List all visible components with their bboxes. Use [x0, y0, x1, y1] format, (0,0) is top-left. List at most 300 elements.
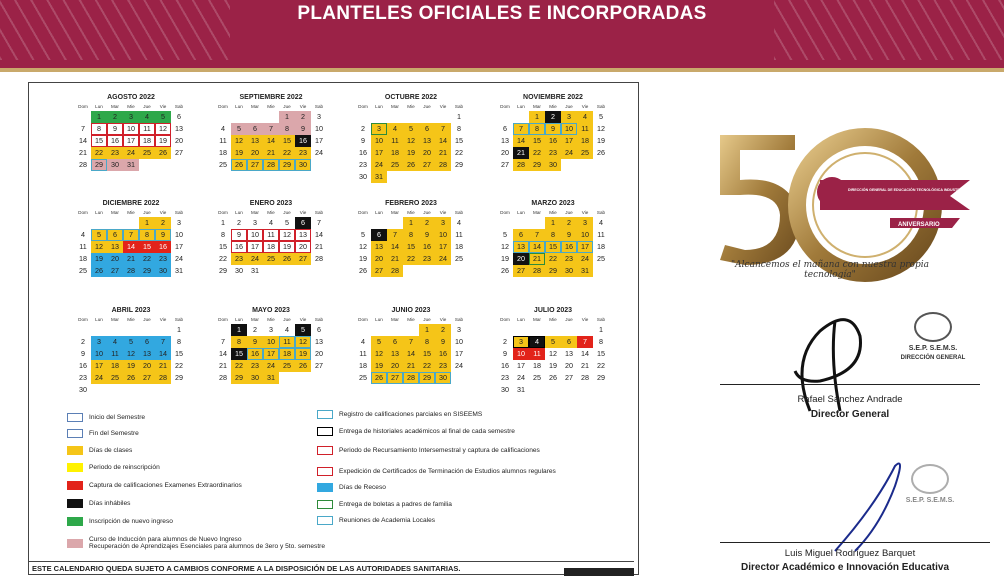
page-title: PLANTELES OFICIALES E INCORPORADAS — [297, 3, 707, 24]
day-cell: 29 — [139, 265, 155, 277]
day-cell: 10 — [123, 123, 139, 135]
day-cell: 19 — [295, 348, 311, 360]
day-cell: 13 — [513, 241, 529, 253]
month-name: MAYO 2023 — [252, 307, 290, 314]
day-cell: 30 — [501, 385, 509, 394]
day-cell: 25 — [79, 266, 87, 275]
day-cell: 31 — [371, 171, 387, 183]
day-cell: 7 — [123, 229, 139, 241]
day-cell: 19 — [279, 241, 295, 253]
day-cell: 29 — [279, 159, 295, 171]
month-name: JULIO 2023 — [533, 307, 573, 314]
day-cell: 16 — [561, 241, 577, 253]
day-cell: 28 — [155, 372, 171, 384]
day-cell: 26 — [231, 159, 247, 171]
day-cell: 2 — [253, 325, 257, 334]
day-cell: 15 — [597, 349, 605, 358]
number-five-shape — [720, 135, 800, 265]
day-cell: 15 — [175, 349, 183, 358]
day-cell: 1 — [403, 217, 419, 229]
day-cell: 23 — [295, 147, 311, 159]
day-cell: 22 — [219, 254, 227, 263]
weekday-label: Lun — [235, 104, 243, 109]
day-cell: 11 — [79, 242, 87, 251]
day-cell: 16 — [295, 135, 311, 147]
day-cell: 13 — [315, 337, 323, 346]
legend-label: Periodo de reinscripción — [89, 464, 160, 471]
day-cell: 14 — [387, 241, 403, 253]
day-cell: 29 — [175, 373, 183, 382]
empty-cell — [577, 324, 593, 336]
day-cell: 26 — [155, 147, 171, 159]
day-cell: 7 — [317, 218, 321, 227]
day-cell: 15 — [219, 242, 227, 251]
empty-cell — [403, 324, 419, 336]
day-cell: 29 — [219, 266, 227, 275]
logo-slogan: "Alcancemos el mañana con nuestra propia tecnología" — [731, 260, 929, 280]
day-cell: 1 — [457, 112, 461, 121]
weekday-header — [75, 103, 187, 111]
day-grid — [355, 217, 467, 277]
day-cell: 31 — [263, 372, 279, 384]
day-cell: 6 — [295, 217, 311, 229]
weekday-header — [215, 316, 327, 324]
weekday-label: Dom — [500, 317, 510, 322]
empty-cell — [123, 217, 139, 229]
legend-label: Entrega de historiales académicos al final de cada semestre — [339, 428, 515, 435]
day-cell: 10 — [175, 230, 183, 239]
day-cell: 17 — [371, 147, 387, 159]
day-cell: 13 — [139, 348, 155, 360]
month-name: MARZO 2023 — [531, 200, 575, 207]
day-cell: 15 — [279, 135, 295, 147]
day-cell: 3 — [253, 218, 257, 227]
weekday-label: Sab — [596, 104, 606, 109]
day-cell: 8 — [177, 337, 181, 346]
day-cell: 17 — [247, 241, 263, 253]
day-cell: 25 — [597, 254, 605, 263]
day-cell: 23 — [155, 253, 171, 265]
weekday-label: Vie — [439, 104, 447, 109]
legend-label-group — [89, 536, 325, 550]
weekday-label: Mie — [549, 210, 557, 215]
weekday-label: Lun — [517, 104, 525, 109]
day-cell: 5 — [545, 336, 561, 348]
day-cell: 30 — [359, 172, 367, 181]
month-name: OCTUBRE 2022 — [384, 94, 438, 101]
day-cell: 4 — [107, 336, 123, 348]
legend-swatch — [67, 539, 83, 548]
weekday-label: Sab — [454, 104, 464, 109]
day-cell: 25 — [455, 254, 463, 263]
day-cell: 22 — [279, 147, 295, 159]
day-cell: 20 — [315, 349, 323, 358]
day-cell: 23 — [419, 253, 435, 265]
empty-cell — [75, 324, 91, 336]
legend-label: Inicio del Semestre — [89, 414, 146, 421]
day-cell: 29 — [529, 159, 545, 171]
day-cell: 14 — [79, 136, 87, 145]
day-cell: 11 — [263, 229, 279, 241]
weekday-label: Mar — [533, 317, 541, 322]
legend-item — [317, 467, 556, 476]
day-cell: 15 — [403, 241, 419, 253]
day-cell: 18 — [139, 135, 155, 147]
weekday-label: Mar — [251, 104, 259, 109]
legend-item — [317, 446, 540, 455]
weekday-label: Sab — [454, 210, 464, 215]
day-cell: 20 — [513, 253, 529, 265]
day-cell: 15 — [231, 348, 247, 360]
day-cell: 20 — [107, 253, 123, 265]
weekday-label: Vie — [581, 210, 589, 215]
day-cell: 4 — [269, 218, 273, 227]
day-cell: 12 — [501, 242, 509, 251]
day-cell: 4 — [387, 123, 403, 135]
day-cell: 8 — [529, 123, 545, 135]
month-8 — [75, 306, 187, 396]
day-cell: 16 — [359, 148, 367, 157]
day-cell: 15 — [91, 135, 107, 147]
day-cell: 3 — [457, 325, 461, 334]
logo-badge-text: ANIVERSARIO — [898, 222, 940, 228]
day-cell: 30 — [107, 159, 123, 171]
day-cell: 29 — [455, 160, 463, 169]
day-cell: 1 — [231, 324, 247, 336]
day-cell: 10 — [561, 123, 577, 135]
day-cell: 17 — [517, 361, 525, 370]
empty-cell — [155, 324, 171, 336]
day-cell: 27 — [247, 159, 263, 171]
day-cell: 30 — [155, 265, 171, 277]
day-cell: 15 — [139, 241, 155, 253]
weekday-label: Lun — [375, 317, 383, 322]
day-cell: 20 — [175, 136, 183, 145]
day-cell: 20 — [387, 360, 403, 372]
empty-cell — [497, 217, 513, 229]
weekday-header — [497, 103, 609, 111]
weekday-label: Mar — [391, 317, 399, 322]
day-cell: 24 — [435, 253, 451, 265]
weekday-header — [497, 316, 609, 324]
month-1 — [215, 93, 327, 171]
day-cell: 16 — [435, 348, 451, 360]
day-cell: 23 — [501, 373, 509, 382]
day-cell: 22 — [175, 361, 183, 370]
day-cell: 6 — [561, 336, 577, 348]
day-cell: 16 — [155, 241, 171, 253]
empty-cell — [355, 217, 371, 229]
weekday-label: Sab — [174, 104, 184, 109]
day-grid — [75, 111, 187, 171]
weekday-label: Vie — [299, 104, 307, 109]
day-cell: 12 — [279, 229, 295, 241]
day-cell: 2 — [419, 217, 435, 229]
legend-label: Días inhábiles — [89, 500, 131, 507]
day-cell: 21 — [79, 148, 87, 157]
day-cell: 8 — [91, 123, 107, 135]
legend-swatch — [67, 463, 83, 472]
day-cell: 7 — [577, 336, 593, 348]
sep-stamp-1-text: S.E.P. S.E.M.S. — [908, 345, 958, 352]
month-name: FEBRERO 2023 — [385, 200, 437, 207]
day-cell: 25 — [359, 373, 367, 382]
legend-label: Curso de Inducción para alumnos de Nuevo Ingreso — [89, 536, 242, 543]
legend-label: Periodo de Recursamiento Intersemestral y captura de calificaciones — [339, 447, 540, 454]
legend-item — [67, 481, 242, 490]
day-cell: 22 — [419, 360, 435, 372]
footer-text: ESTE CALENDARIO QUEDA SUJETO A CAMBIOS CONFORME A LA DISPOSICIÓN DE LAS AUTORIDADES SANITARIAS. — [32, 564, 461, 573]
day-cell: 18 — [263, 241, 279, 253]
day-cell: 6 — [177, 112, 181, 121]
day-cell: 29 — [231, 372, 247, 384]
day-cell: 10 — [513, 348, 529, 360]
day-cell: 3 — [91, 336, 107, 348]
day-cell: 28 — [435, 159, 451, 171]
legend-swatch — [317, 467, 333, 476]
weekday-label: Mie — [407, 210, 415, 215]
day-cell: 9 — [155, 229, 171, 241]
day-cell: 2 — [435, 324, 451, 336]
weekday-label: Dom — [218, 210, 228, 215]
day-cell: 18 — [455, 242, 463, 251]
day-cell: 2 — [155, 217, 171, 229]
day-cell: 29 — [597, 373, 605, 382]
day-cell: 23 — [107, 147, 123, 159]
day-cell: 16 — [231, 241, 247, 253]
day-cell: 17 — [561, 135, 577, 147]
day-cell: 4 — [285, 325, 289, 334]
month-3 — [497, 93, 609, 171]
day-cell: 6 — [371, 229, 387, 241]
day-cell: 17 — [175, 242, 183, 251]
legend-swatch — [317, 516, 333, 525]
day-cell: 30 — [295, 159, 311, 171]
day-cell: 12 — [295, 336, 311, 348]
weekday-label: Sab — [314, 210, 324, 215]
day-cell: 2 — [361, 124, 365, 133]
legend-swatch — [67, 446, 83, 455]
weekday-label: Lun — [235, 210, 243, 215]
day-cell: 11 — [597, 230, 605, 239]
day-cell: 4 — [529, 336, 545, 348]
day-cell: 12 — [231, 135, 247, 147]
empty-cell — [545, 324, 561, 336]
weekday-label: Sab — [314, 317, 324, 322]
day-cell: 21 — [387, 253, 403, 265]
day-cell: 18 — [533, 361, 541, 370]
day-cell: 4 — [221, 124, 225, 133]
day-cell: 27 — [387, 372, 403, 384]
weekday-label: Mie — [127, 104, 135, 109]
calendar-sheet — [28, 82, 639, 575]
day-cell: 21 — [529, 253, 545, 265]
legend-item — [67, 413, 145, 422]
day-grid — [497, 111, 609, 171]
day-cell: 11 — [219, 136, 227, 145]
empty-cell — [263, 111, 279, 123]
weekday-label: Mie — [549, 317, 557, 322]
day-cell: 9 — [361, 136, 365, 145]
day-cell: 25 — [577, 147, 593, 159]
weekday-label: Lun — [517, 317, 525, 322]
day-cell: 19 — [501, 254, 509, 263]
day-cell: 23 — [231, 253, 247, 265]
month-6 — [355, 199, 467, 277]
empty-cell — [75, 217, 91, 229]
day-cell: 1 — [177, 325, 181, 334]
weekday-label: Dom — [358, 104, 368, 109]
day-cell: 3 — [269, 325, 273, 334]
empty-cell — [419, 111, 435, 123]
legend-item — [317, 500, 452, 509]
day-cell: 9 — [247, 336, 263, 348]
day-cell: 2 — [81, 337, 85, 346]
day-cell: 21 — [513, 147, 529, 159]
day-cell: 24 — [91, 372, 107, 384]
day-cell: 18 — [279, 348, 295, 360]
day-grid — [497, 217, 609, 277]
day-cell: 9 — [295, 123, 311, 135]
weekday-label: Dom — [218, 104, 228, 109]
day-cell: 16 — [545, 135, 561, 147]
weekday-label: Sab — [596, 317, 606, 322]
weekday-label: Vie — [159, 104, 167, 109]
day-cell: 9 — [503, 349, 507, 358]
day-cell: 10 — [435, 229, 451, 241]
day-cell: 12 — [403, 135, 419, 147]
legend-label: Registro de calificaciones parciales en SISEEMS — [339, 411, 483, 418]
month-9 — [215, 306, 327, 384]
day-cell: 12 — [549, 349, 557, 358]
day-cell: 12 — [371, 348, 387, 360]
day-cell: 23 — [247, 360, 263, 372]
weekday-header — [355, 316, 467, 324]
weekday-header — [215, 103, 327, 111]
day-cell: 2 — [237, 218, 241, 227]
signature-line-2 — [720, 542, 990, 543]
weekday-label: Mie — [267, 104, 275, 109]
month-name: JUNIO 2023 — [391, 307, 431, 314]
right-panel — [660, 76, 1004, 575]
day-cell: 1 — [91, 111, 107, 123]
day-cell: 21 — [403, 360, 419, 372]
empty-cell — [107, 324, 123, 336]
day-cell: 17 — [91, 360, 107, 372]
day-cell: 28 — [123, 265, 139, 277]
day-cell: 24 — [455, 361, 463, 370]
signer-1-role: Director General — [810, 409, 890, 420]
weekday-label: Dom — [500, 104, 510, 109]
day-grid — [355, 111, 467, 183]
weekday-label: Dom — [78, 210, 88, 215]
day-cell: 28 — [315, 254, 323, 263]
day-cell: 4 — [599, 218, 603, 227]
day-cell: 15 — [419, 348, 435, 360]
day-cell: 27 — [513, 265, 529, 277]
day-cell: 29 — [91, 159, 107, 171]
day-cell: 9 — [419, 229, 435, 241]
weekday-header — [355, 209, 467, 217]
month-4 — [75, 199, 187, 277]
day-cell: 20 — [565, 361, 573, 370]
day-cell: 10 — [371, 135, 387, 147]
weekday-label: Vie — [299, 317, 307, 322]
day-cell: 16 — [419, 241, 435, 253]
day-cell: 27 — [565, 373, 573, 382]
day-cell: 25 — [107, 372, 123, 384]
empty-cell — [247, 111, 263, 123]
day-grid — [215, 111, 327, 171]
day-cell: 17 — [123, 135, 139, 147]
day-cell: 21 — [219, 361, 227, 370]
day-cell: 22 — [545, 253, 561, 265]
weekday-label: Mar — [391, 104, 399, 109]
month-5 — [215, 199, 327, 277]
empty-cell — [387, 324, 403, 336]
legend-item — [67, 463, 160, 472]
day-cell: 5 — [231, 123, 247, 135]
day-cell: 3 — [577, 217, 593, 229]
day-cell: 1 — [545, 217, 561, 229]
legend-label: Días de clases — [89, 447, 133, 454]
day-cell: 13 — [419, 135, 435, 147]
day-cell: 27 — [175, 148, 183, 157]
day-cell: 2 — [503, 337, 507, 346]
month-name: SEPTIEMBRE 2022 — [239, 94, 303, 101]
day-cell: 18 — [577, 135, 593, 147]
day-cell: 13 — [247, 135, 263, 147]
weekday-label: Jue — [423, 210, 431, 215]
month-name: ABRIL 2023 — [111, 307, 151, 314]
day-cell: 7 — [221, 337, 225, 346]
month-10 — [355, 306, 467, 384]
day-cell: 14 — [155, 348, 171, 360]
day-cell: 14 — [529, 241, 545, 253]
legend-item — [317, 516, 435, 525]
day-cell: 1 — [419, 324, 435, 336]
legend-item — [67, 446, 132, 455]
day-cell: 22 — [91, 147, 107, 159]
day-cell: 12 — [597, 124, 605, 133]
weekday-label: Jue — [283, 104, 291, 109]
day-cell: 21 — [581, 361, 589, 370]
day-cell: 24 — [175, 254, 183, 263]
empty-cell — [355, 111, 371, 123]
day-cell: 26 — [295, 360, 311, 372]
day-cell: 9 — [81, 349, 85, 358]
weekday-label: Jue — [565, 317, 573, 322]
day-cell: 22 — [529, 147, 545, 159]
day-cell: 22 — [455, 148, 463, 157]
day-cell: 30 — [79, 385, 87, 394]
day-cell: 1 — [599, 325, 603, 334]
month-name: ENERO 2023 — [249, 200, 293, 207]
day-cell: 1 — [529, 111, 545, 123]
day-cell: 25 — [533, 373, 541, 382]
day-cell: 22 — [597, 361, 605, 370]
day-cell: 15 — [545, 241, 561, 253]
weekday-label: Mar — [533, 210, 541, 215]
day-cell: 10 — [577, 229, 593, 241]
day-cell: 3 — [123, 111, 139, 123]
day-cell: 16 — [79, 361, 87, 370]
day-cell: 8 — [599, 337, 603, 346]
day-cell: 8 — [231, 336, 247, 348]
day-cell: 10 — [91, 348, 107, 360]
day-cell: 17 — [455, 349, 463, 358]
day-cell: 1 — [221, 218, 225, 227]
